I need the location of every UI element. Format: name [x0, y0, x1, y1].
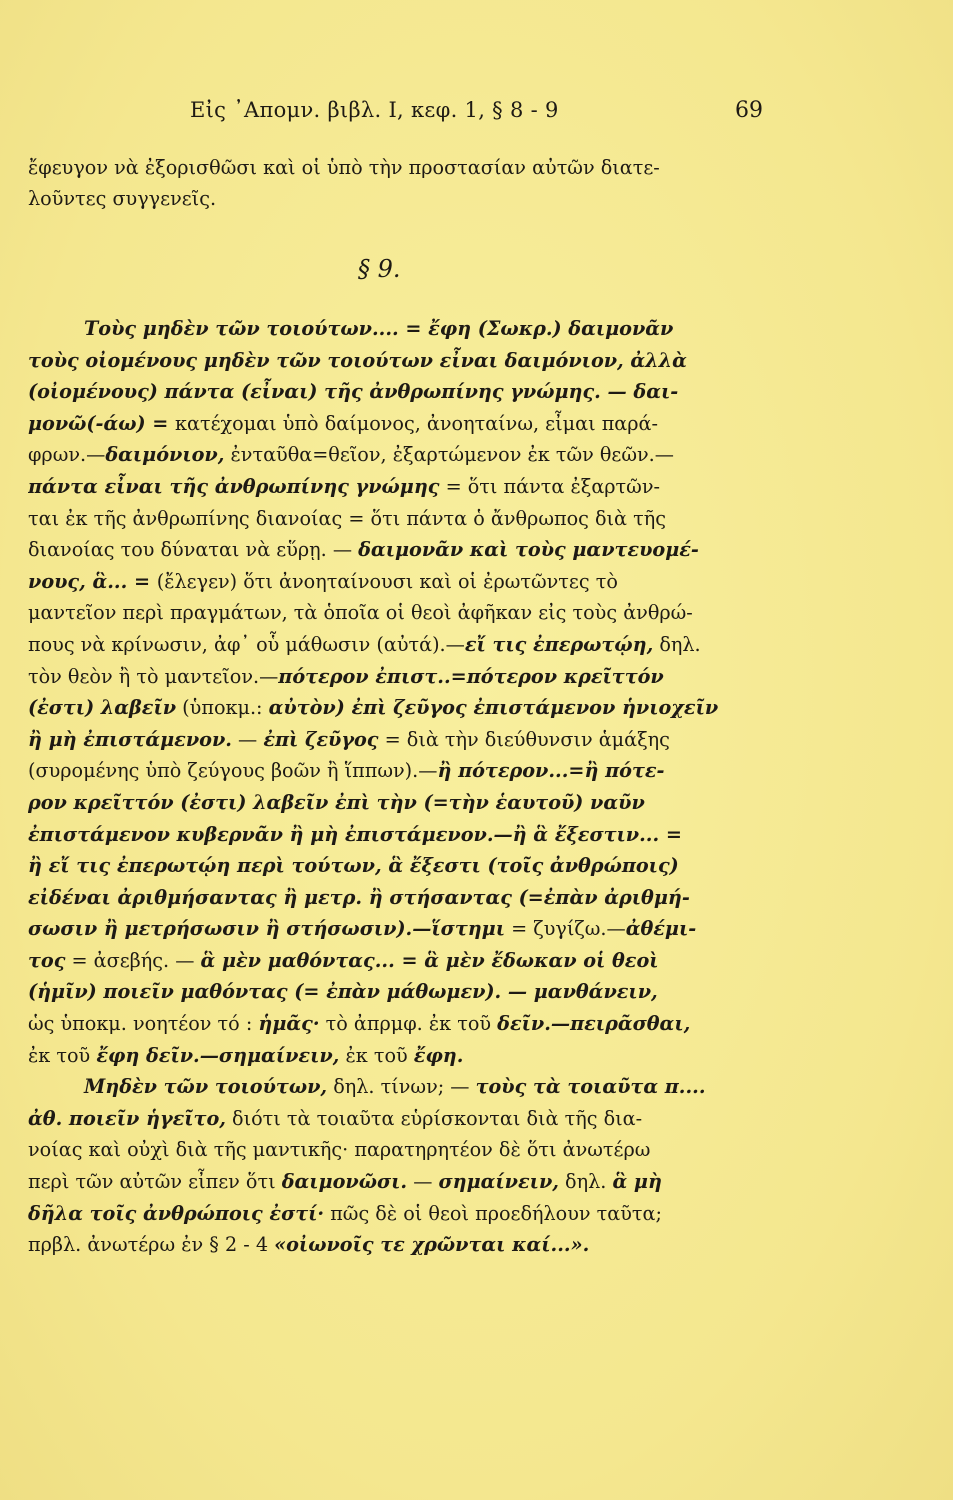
text-line: [28, 1103, 768, 1135]
lemma-text: «οἰωνοῖς τε χρῶνται καί...».: [274, 1233, 590, 1257]
lemma-text: ἔφη.: [413, 1043, 464, 1067]
gloss-text: ἐκ τοῦ: [28, 1043, 97, 1067]
lemma-text: Τοὺς μηδὲν τῶν τοιούτων.... = ἔφη (Σωκρ.) δαιμονᾶν: [84, 317, 674, 340]
text-line: [28, 945, 768, 977]
text-line: [28, 439, 768, 471]
gloss-text: τὸ ἀπρμφ. ἐκ τοῦ: [319, 1012, 498, 1036]
text-line: [28, 1198, 768, 1230]
gloss-text: (ἔλεγεν) ὅτι ἀνοηταίνουσι καὶ οἱ ἐρωτῶντες τὸ: [156, 569, 618, 593]
text-line: [28, 629, 768, 661]
gloss-text: = ζυγίζω.—: [505, 917, 626, 941]
lemma-text: πάντα εἶναι τῆς ἀνθρωπίνης γνώμης: [28, 474, 440, 498]
text-line: [28, 1040, 768, 1072]
text-line: [28, 1071, 768, 1103]
gloss-text: διότι τὰ τοιαῦτα εὑρίσκονται διὰ τῆς δια-: [225, 1106, 643, 1130]
lemma-text: πότερον ἐπιστ..=πότερον κρεῖττόν: [278, 664, 664, 688]
lemma-text: αὐτὸν) ἐπὶ ζεῦγος ἐπιστάμενον ἡνιοχεῖν: [268, 696, 719, 720]
gloss-text: δηλ.: [558, 1170, 613, 1194]
text-line: [28, 850, 768, 882]
gloss-text: διανοίας του δύναται νὰ εὕρῃ. —: [28, 538, 359, 562]
lemma-text: ἐπιστάμενον κυβερνᾶν ἢ μὴ ἐπιστάμενον.—ἢ ἃ ἔξεστιν... =: [28, 822, 682, 846]
page-number: 69: [735, 98, 763, 123]
lemma-text: ἔφη δεῖν.—σημαίνειν,: [96, 1043, 340, 1067]
lemma-text: δαιμόνιον,: [105, 443, 225, 467]
intro-line-1: ἔφευγον νὰ ἐξορισθῶσι καὶ οἱ ὑπὸ τὴν προστασίαν αὐτῶν διατε-: [28, 156, 660, 179]
lemma-text: δῆλα τοῖς ἀνθρώποις ἐστί·: [28, 1201, 325, 1225]
text-line: [28, 1166, 768, 1198]
text-line: [28, 819, 768, 851]
text-line: [28, 597, 768, 629]
text-line: [28, 692, 768, 724]
lemma-text: εἰδέναι ἀριθμήσαντας ἢ μετρ. ἢ στήσαντας (=ἐπὰν ἀριθμή-: [28, 885, 690, 909]
gloss-text: πῶς δὲ οἱ θεοὶ προεδήλουν ταῦτα;: [324, 1201, 662, 1225]
gloss-text: = διὰ τὴν διεύθυνσιν ἁμάξης: [378, 727, 670, 751]
lemma-text: σωσιν ἢ μετρήσωσιν ἢ στήσωσιν).—ἵστημι: [28, 917, 506, 941]
text-line: [28, 787, 768, 819]
lemma-text: ἐπὶ ζεῦγος: [263, 727, 379, 751]
lemma-text: ἃ μὲν μαθόντας... = ἃ μὲν ἔδωκαν οἱ θεοὶ: [200, 948, 659, 972]
lemma-text: Μηδὲν τῶν τοιούτων,: [84, 1075, 328, 1099]
gloss-text: —: [407, 1170, 439, 1194]
commentary-block: [28, 313, 768, 1261]
text-line: [28, 976, 768, 1008]
lemma-text: τοὺς τὰ τοιαῦτα π....: [475, 1075, 706, 1099]
gloss-text: ται ἐκ τῆς ἀνθρωπίνης διανοίας = ὅτι πάντα ὁ ἄνθρωπος διὰ τῆς: [28, 506, 666, 530]
gloss-text: = ὅτι πάντα ἐξαρτῶν-: [439, 474, 660, 498]
gloss-text: τὸν θεὸν ἢ τὸ μαντεῖον.—: [28, 664, 279, 688]
gloss-text: πους νὰ κρίνωσιν, ἀφ᾿ οὗ μάθωσιν (αὐτά).—: [28, 632, 465, 656]
text-line: [28, 534, 768, 566]
text-line: [28, 503, 768, 535]
lemma-text: ἢ μὴ ἐπιστάμενον.: [28, 727, 232, 751]
gloss-text: = ἀσεβής. —: [65, 948, 201, 972]
gloss-text: (ὑποκμ.:: [176, 696, 269, 720]
lemma-text: δεῖν.—πειρᾶσθαι,: [497, 1012, 691, 1036]
gloss-text: μαντεῖον περὶ πραγμάτων, τὰ ὁποῖα οἱ θεοὶ ἀφῆκαν εἰς τοὺς ἀνθρώ-: [28, 601, 693, 625]
gloss-text: δηλ. τίνων; —: [327, 1075, 476, 1099]
gloss-text: ἐκ τοῦ: [339, 1043, 414, 1067]
gloss-text: περὶ τῶν αὐτῶν εἶπεν ὅτι: [28, 1170, 282, 1194]
lemma-text: μονῶ(-άω) =: [28, 411, 176, 435]
lemma-text: (οἰομένους) πάντα (εἶναι) τῆς ἀνθρωπίνης γνώμης. — δαι-: [28, 380, 679, 404]
text-line: [28, 1134, 768, 1166]
text-line: [28, 345, 768, 377]
text-line: [28, 1008, 768, 1040]
gloss-text: κατέχομαι ὑπὸ δαίμονος, ἀνοηταίνω, εἶμαι παρά-: [175, 411, 658, 435]
lemma-text: εἴ τις ἐπερωτῴη,: [464, 632, 654, 656]
lemma-text: δαιμονᾶν καὶ τοὺς μαντευομέ-: [358, 538, 699, 562]
lemma-text: ἢ εἴ τις ἐπερωτῴη περὶ τούτων, ἃ ἔξεστι (τοῖς ἀνθρώποις): [28, 854, 679, 878]
lemma-text: τοὺς οἰομένους μηδὲν τῶν τοιούτων εἶναι δαιμόνιον, ἀλλὰ: [28, 348, 687, 372]
lemma-text: (ἡμῖν) ποιεῖν μαθόντας (= ἐπὰν μάθωμεν). — μανθάνειν,: [28, 980, 658, 1004]
text-line: [28, 913, 768, 945]
text-line: [28, 471, 768, 503]
running-header: Εἰς ᾿Απομν. βιβλ. I, κεφ. 1, § 8 - 9: [190, 98, 559, 122]
text-line: [28, 376, 768, 408]
gloss-text: δηλ.: [653, 632, 701, 656]
text-line: [28, 882, 768, 914]
text-line: [28, 313, 768, 345]
lemma-text: ἀθέμι-: [625, 917, 697, 941]
gloss-text: φρων.—: [28, 443, 106, 467]
gloss-text: νοίας καὶ οὐχὶ διὰ τῆς μαντικῆς· παρατηρητέον δὲ ὅτι ἀνωτέρω: [28, 1138, 651, 1162]
text-line: [28, 1229, 768, 1261]
lemma-text: ἢ πότερον...=ἢ πότε-: [437, 759, 665, 783]
lemma-text: ἀθ. ποιεῖν ἡγεῖτο,: [28, 1106, 226, 1130]
text-line: [28, 566, 768, 598]
lemma-text: ρον κρεῖττόν (ἐστι) λαβεῖν ἐπὶ τὴν (=τὴν ἑαυτοῦ) ναῦν: [28, 790, 645, 814]
gloss-text: ἐνταῦθα=θεῖον, ἐξαρτώμενον ἐκ τῶν θεῶν.—: [224, 443, 674, 467]
gloss-text: ὡς ὑποκμ. νοητέον τό :: [28, 1012, 259, 1036]
section-heading: § 9.: [358, 255, 401, 283]
lemma-text: τος: [28, 948, 66, 972]
text-line: [28, 755, 768, 787]
lemma-text: ἃ μὴ: [612, 1170, 662, 1194]
text-line: [28, 408, 768, 440]
gloss-text: πρβλ. ἀνωτέρω ἐν § 2 - 4: [28, 1233, 275, 1257]
lemma-text: σημαίνειν,: [438, 1170, 559, 1194]
intro-line-2: λοῦντες συγγενεῖς.: [28, 187, 217, 211]
lemma-text: ἡμᾶς·: [258, 1012, 320, 1036]
lemma-text: δαιμονῶσι.: [281, 1170, 408, 1194]
gloss-text: —: [231, 727, 264, 751]
lemma-text: νους, ἃ... =: [28, 569, 157, 593]
text-line: [28, 661, 768, 693]
text-line: [28, 724, 768, 756]
gloss-text: (συρομένης ὑπὸ ζεύγους βοῶν ἢ ἵππων).—: [28, 759, 438, 783]
intro-block: [28, 152, 768, 214]
lemma-text: (ἐστι) λαβεῖν: [28, 696, 177, 720]
